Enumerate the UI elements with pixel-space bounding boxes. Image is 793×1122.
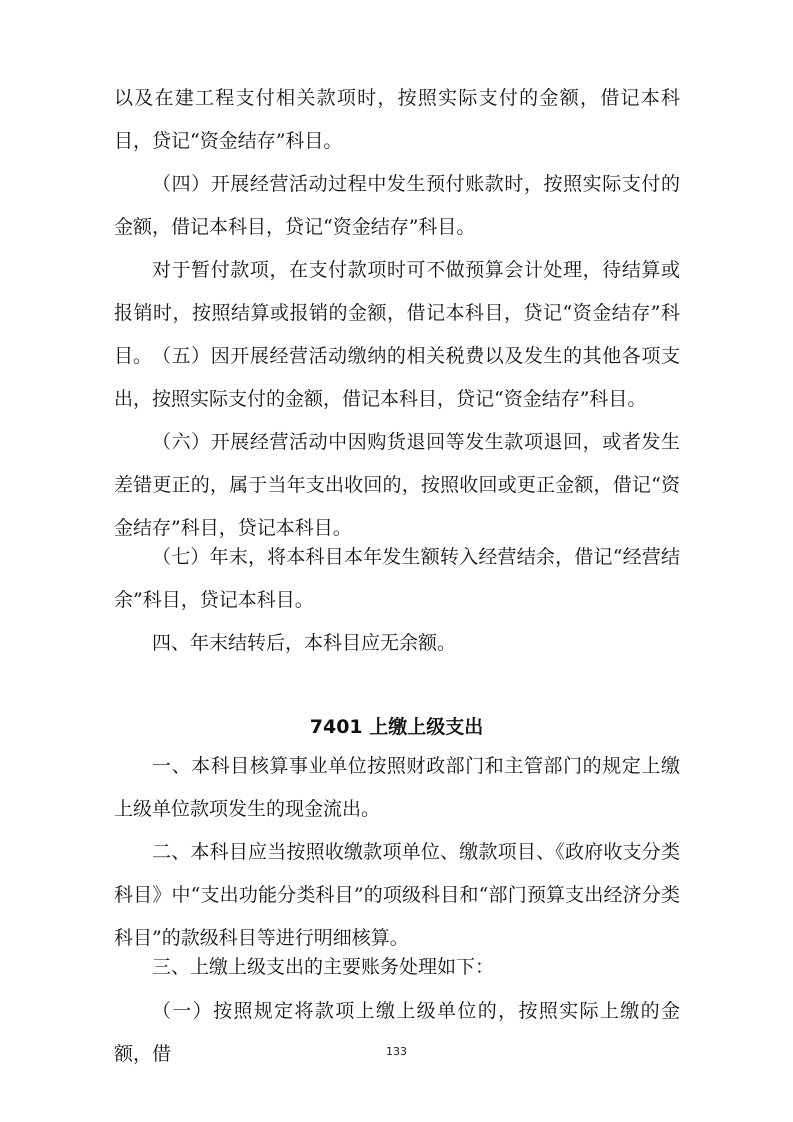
paragraph-section-3: 三、上缴上级支出的主要账务处理如下： — [152, 956, 495, 978]
page-number: 133 — [386, 1045, 407, 1058]
paragraph-item-4: （四）开展经营活动过程中发生预付账款时，按照实际支付的金额，借记本科目，贷记“资金结存”科目。 — [114, 173, 680, 238]
paragraph-temporary-payment: 对于暂付款项，在支付款项时可不做预算会计处理，待结算或报销时，按照结算或报销的金额，借记本科目，贷记“资金结存”科目。 — [114, 259, 680, 367]
paragraph-section-4: 四、年末结转后，本科目应无余额。 — [152, 632, 457, 654]
paragraph-section-1: 一、本科目核算事业单位按照财政部门和主管部门的规定上缴上级单位款项发生的现金流出。 — [114, 755, 680, 820]
paragraph-item-1: （一）按照规定将款项上缴上级单位的，按照实际上缴的金额，借 — [114, 1000, 680, 1065]
paragraph-item-7: （七）年末，将本科目本年发生额转入经营结余，借记“经营结余”科目，贷记本科目。 — [114, 546, 680, 611]
paragraph-section-2: 二、本科目应当按照收缴款项单位、缴款项目、《政府收支分类科目》中“支出功能分类科目”的项级科目和“部门预算支出经济分类科目”的款级科目等进行明细核算。 — [114, 841, 680, 949]
paragraph-continuation: 以及在建工程支付相关款项时，按照实际支付的金额，借记本科目，贷记“资金结存”科目。 — [114, 87, 680, 152]
paragraph-item-5: （五）因开展经营活动缴纳的相关税费以及发生的其他各项支出，按照实际支付的金额，借记本科目，贷记“资金结存”科目。 — [114, 345, 680, 410]
section-heading: 7401 上缴上级支出 — [309, 716, 484, 738]
paragraph-item-6: （六）开展经营活动中因购货退回等发生款项退回，或者发生差错更正的，属于当年支出收回的，按照收回或更正金额，借记“资金结存”科目，贷记本科目。 — [114, 431, 680, 539]
